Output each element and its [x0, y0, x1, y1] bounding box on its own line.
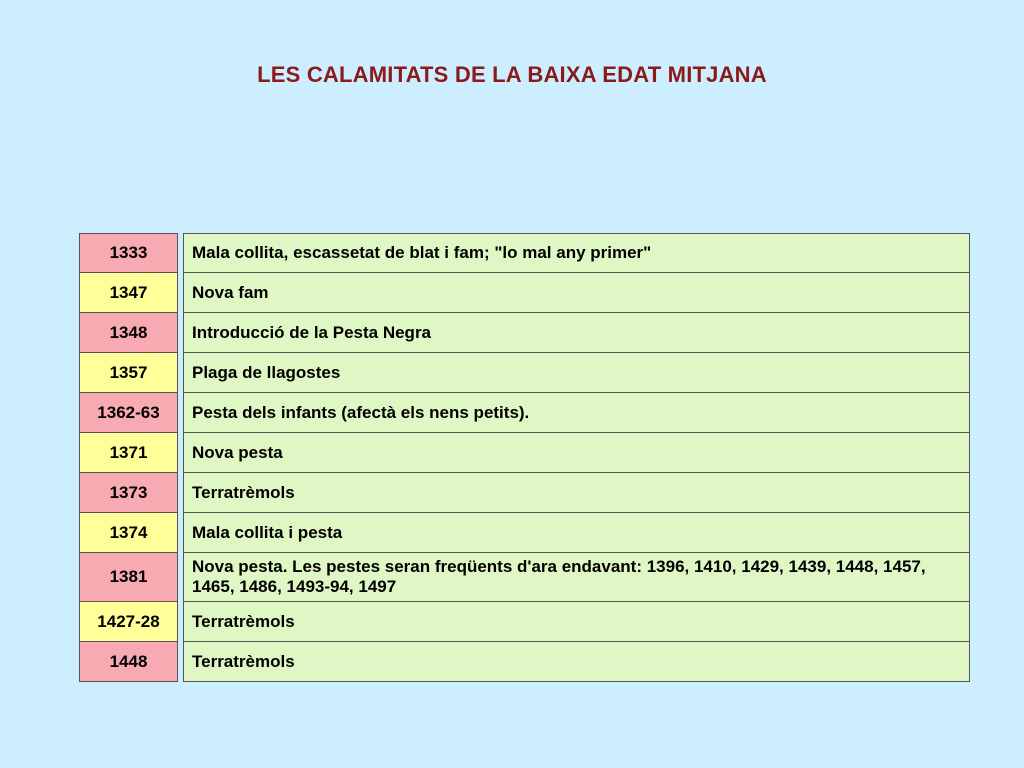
event-description: Terratrèmols — [183, 642, 970, 682]
event-description: Nova pesta — [183, 433, 970, 473]
event-year: 1448 — [79, 642, 178, 682]
event-year: 1348 — [79, 313, 178, 353]
page-title: LES CALAMITATS DE LA BAIXA EDAT MITJANA — [257, 62, 767, 87]
event-description: Mala collita i pesta — [183, 513, 970, 553]
event-year: 1333 — [79, 233, 178, 273]
timeline-row — [79, 642, 970, 682]
timeline-row — [79, 353, 970, 393]
timeline-row — [79, 393, 970, 433]
event-year: 1357 — [79, 353, 178, 393]
event-year: 1362-63 — [79, 393, 178, 433]
event-year: 1371 — [79, 433, 178, 473]
event-description: Nova pesta. Les pestes seran freqüents d'ara endavant: 1396, 1410, 1429, 1439, 1448, 1457, 1465, 1486, 1493-94, 1497 — [183, 553, 970, 602]
timeline-row — [79, 233, 970, 273]
event-year: 1381 — [79, 553, 178, 602]
event-year: 1374 — [79, 513, 178, 553]
event-year: 1347 — [79, 273, 178, 313]
timeline-row — [79, 513, 970, 553]
event-description: Terratrèmols — [183, 602, 970, 642]
calamities-timeline — [79, 233, 970, 682]
timeline-row — [79, 273, 970, 313]
timeline-row — [79, 433, 970, 473]
event-description: Plaga de llagostes — [183, 353, 970, 393]
event-description: Mala collita, escassetat de blat i fam; "lo mal any primer" — [183, 233, 970, 273]
event-year: 1373 — [79, 473, 178, 513]
event-year: 1427-28 — [79, 602, 178, 642]
timeline-row — [79, 553, 970, 602]
event-description: Pesta dels infants (afectà els nens petits). — [183, 393, 970, 433]
timeline-row — [79, 473, 970, 513]
timeline-row — [79, 602, 970, 642]
event-description: Nova fam — [183, 273, 970, 313]
event-description: Terratrèmols — [183, 473, 970, 513]
event-description: Introducció de la Pesta Negra — [183, 313, 970, 353]
timeline-row — [79, 313, 970, 353]
